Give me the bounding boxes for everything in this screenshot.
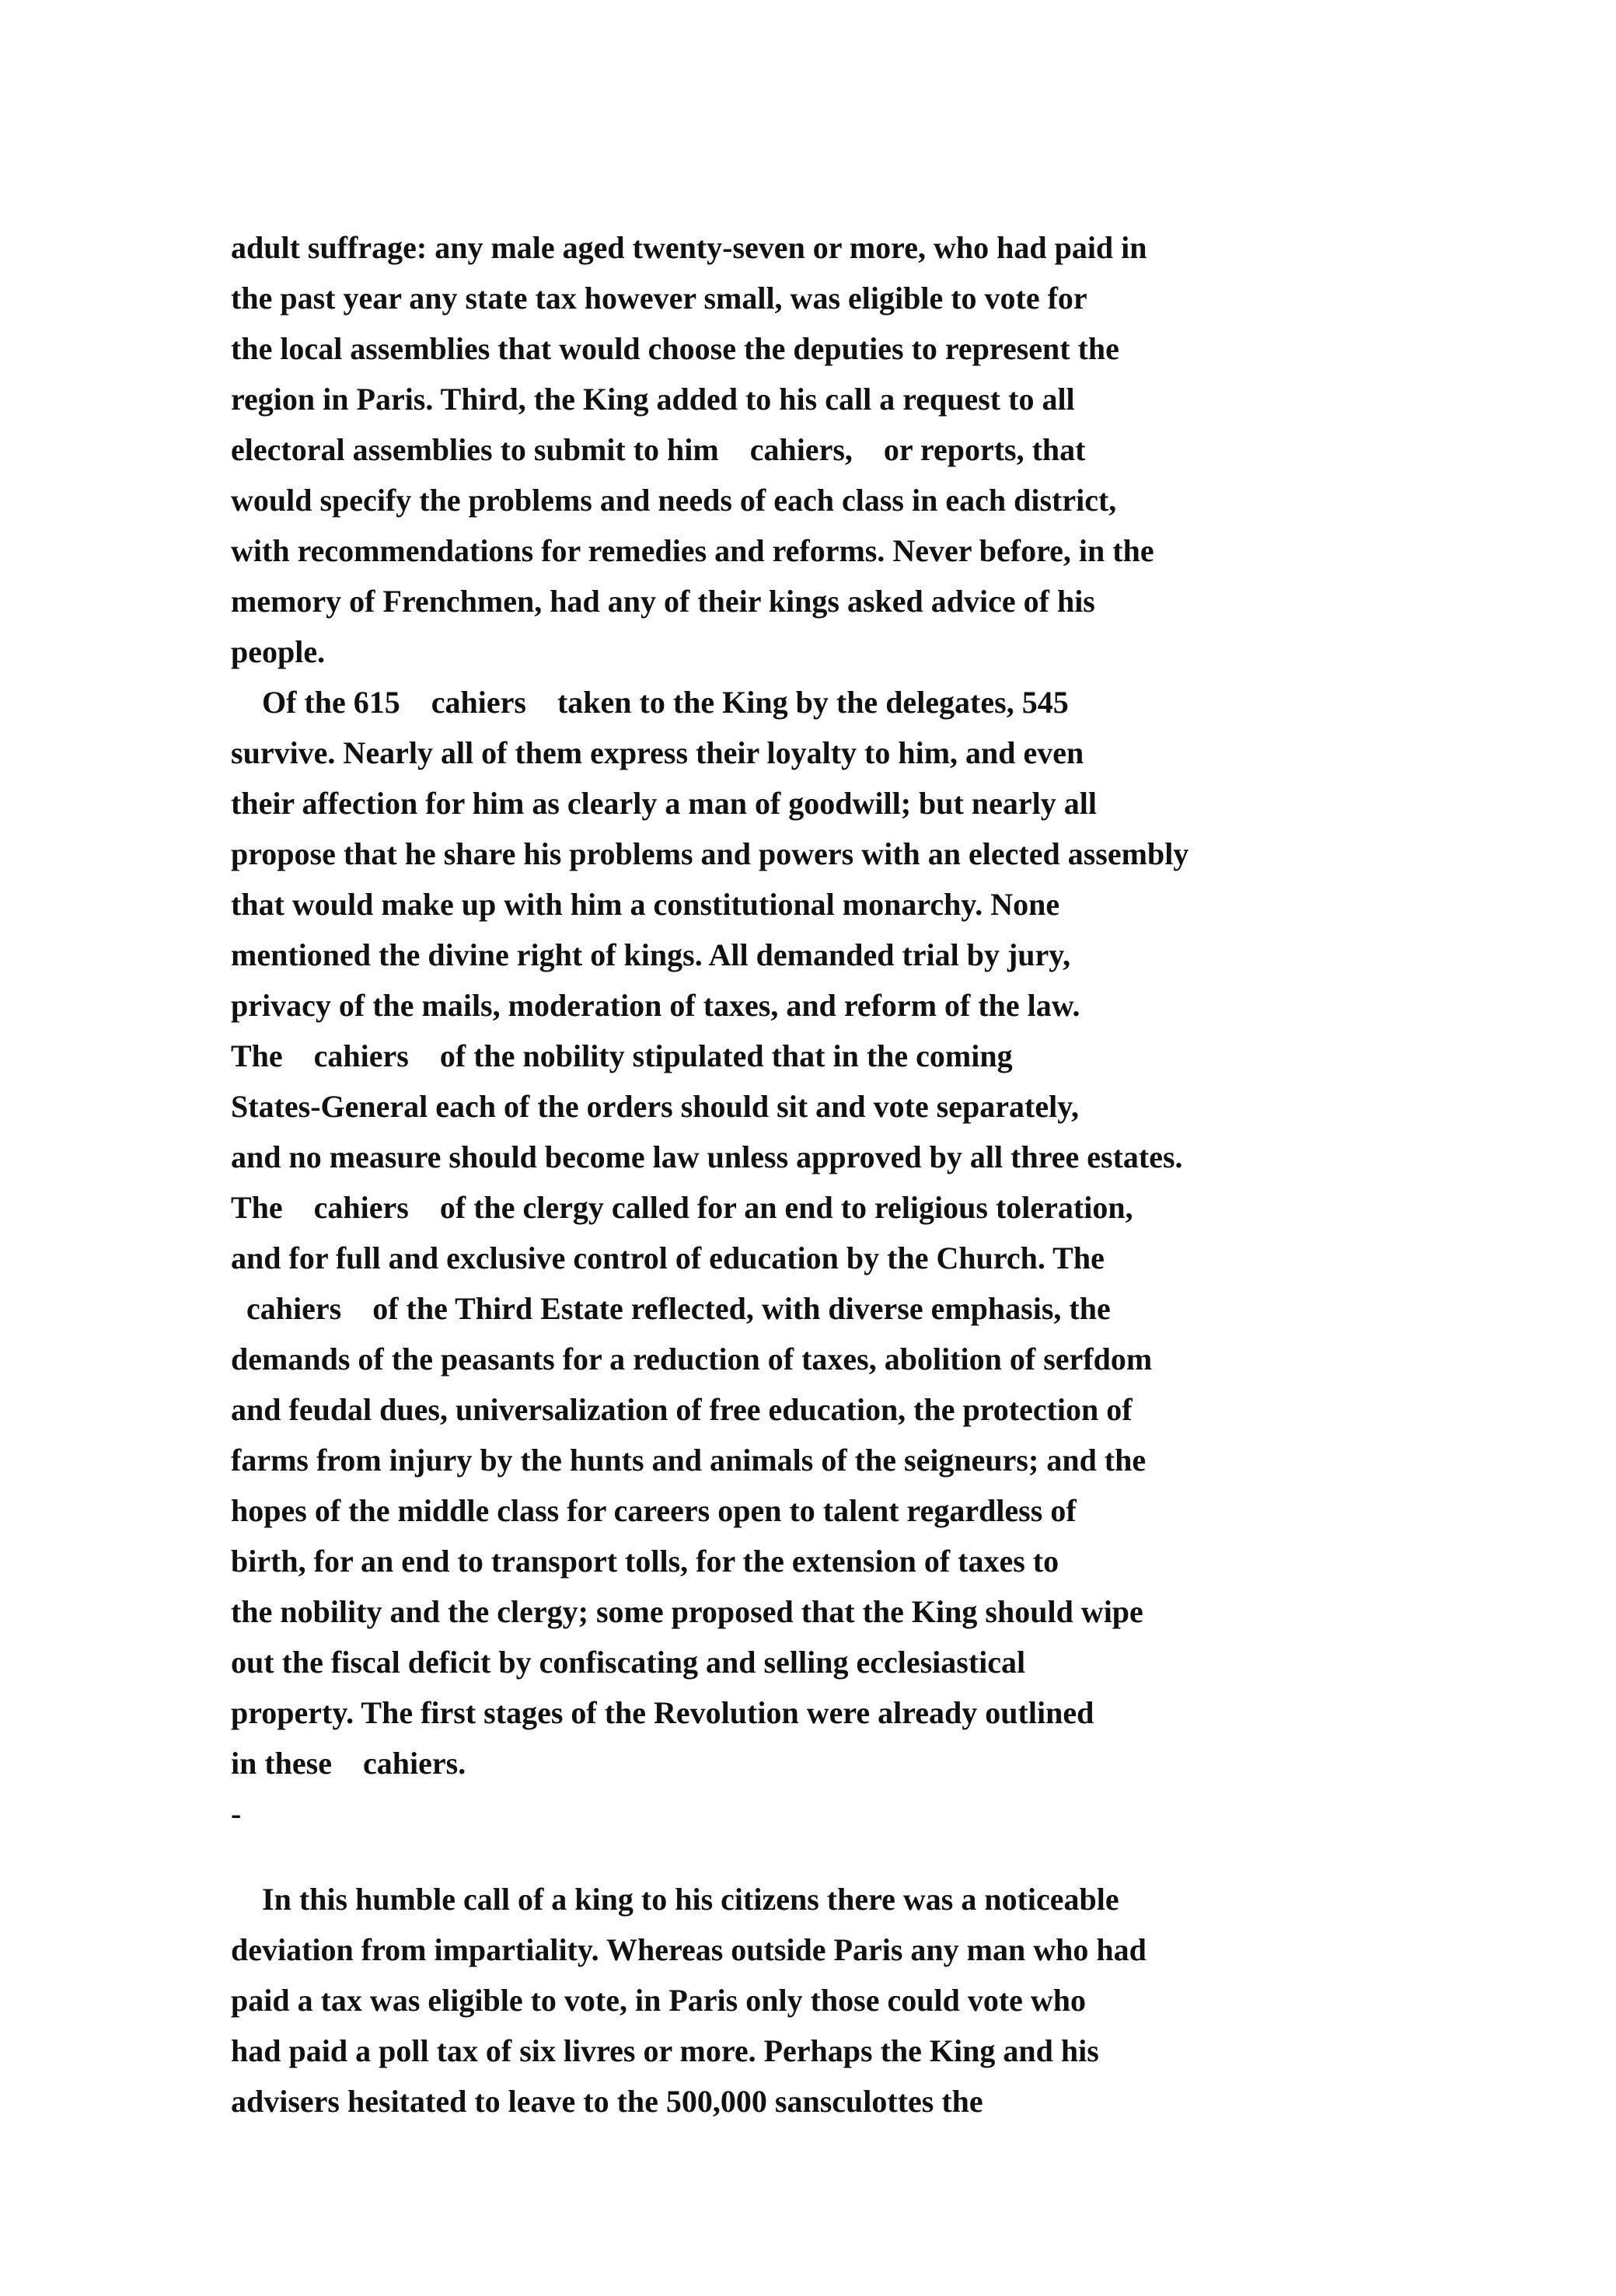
text-line: States-General each of the orders should sit and vote separately, [231, 1089, 1080, 1124]
body-text [231, 222, 1568, 2127]
text-line: farms from injury by the hunts and animals of the seigneurs; and the [231, 1443, 1147, 1478]
text-line: mentioned the divine right of kings. All demanded trial by jury, [231, 937, 1071, 972]
text-line: and for full and exclusive control of education by the Church. The [231, 1240, 1105, 1275]
text-line: region in Paris. Third, the King added to his call a request to all [231, 382, 1075, 417]
text-line: hopes of the middle class for careers open to talent regardless of [231, 1493, 1077, 1528]
text-line: The cahiers of the nobility stipulated that in the coming [231, 1038, 1013, 1073]
text-line: the local assemblies that would choose the deputies to represent the [231, 331, 1119, 366]
text-line: property. The first stages of the Revolution were already outlined [231, 1695, 1094, 1730]
text-line: memory of Frenchmen, had any of their kings asked advice of his [231, 584, 1095, 619]
text-line: birth, for an end to transport tolls, for the extension of taxes to [231, 1544, 1059, 1579]
text-line: demands of the peasants for a reduction of taxes, abolition of serfdom [231, 1342, 1153, 1377]
text-line: people. [231, 634, 326, 669]
text-line: advisers hesitated to leave to the 500,000 sansculottes the [231, 2084, 983, 2119]
text-line: electoral assemblies to submit to him cahiers, or reports, that [231, 432, 1086, 467]
text-line: had paid a poll tax of six livres or more. Perhaps the King and his [231, 2033, 1099, 2068]
text-line: that would make up with him a constitutional monarchy. None [231, 887, 1060, 922]
text-line: their affection for him as clearly a man of goodwill; but nearly all [231, 786, 1097, 821]
text-line: survive. Nearly all of them express their loyalty to him, and even [231, 735, 1084, 770]
text-line: and feudal dues, universalization of free education, the protection of [231, 1392, 1133, 1427]
text-line: In this humble call of a king to his citizens there was a noticeable [231, 1882, 1119, 1917]
text-line: cahiers of the Third Estate reflected, with diverse emphasis, the [231, 1291, 1111, 1326]
text-line: adult suffrage: any male aged twenty-seven or more, who had paid in [231, 230, 1147, 265]
text-line: out the fiscal deficit by confiscating and selling ecclesiastical [231, 1645, 1026, 1680]
text-line: privacy of the mails, moderation of taxes, and reform of the law. [231, 988, 1080, 1023]
text-line: propose that he share his problems and powers with an elected assembly [231, 836, 1189, 871]
text-line: would specify the problems and needs of each class in each district, [231, 483, 1117, 518]
text-line: in these cahiers. [231, 1746, 466, 1781]
paragraph-gap [231, 1839, 1568, 1874]
text-line: paid a tax was eligible to vote, in Paris only those could vote who [231, 1983, 1087, 2018]
text-line: The cahiers of the clergy called for an end to religious toleration, [231, 1190, 1133, 1225]
text-line: the past year any state tax however small, was eligible to vote for [231, 281, 1087, 316]
text-line: the nobility and the clergy; some proposed that the King should wipe [231, 1594, 1143, 1629]
section-separator: - [231, 1796, 242, 1831]
text-line: deviation from impartiality. Whereas outside Paris any man who had [231, 1932, 1147, 1967]
text-line: Of the 615 cahiers taken to the King by the delegates, 545 [231, 685, 1069, 720]
text-line: and no measure should become law unless approved by all three estates. [231, 1139, 1183, 1174]
text-line: with recommendations for remedies and reforms. Never before, in the [231, 533, 1154, 568]
